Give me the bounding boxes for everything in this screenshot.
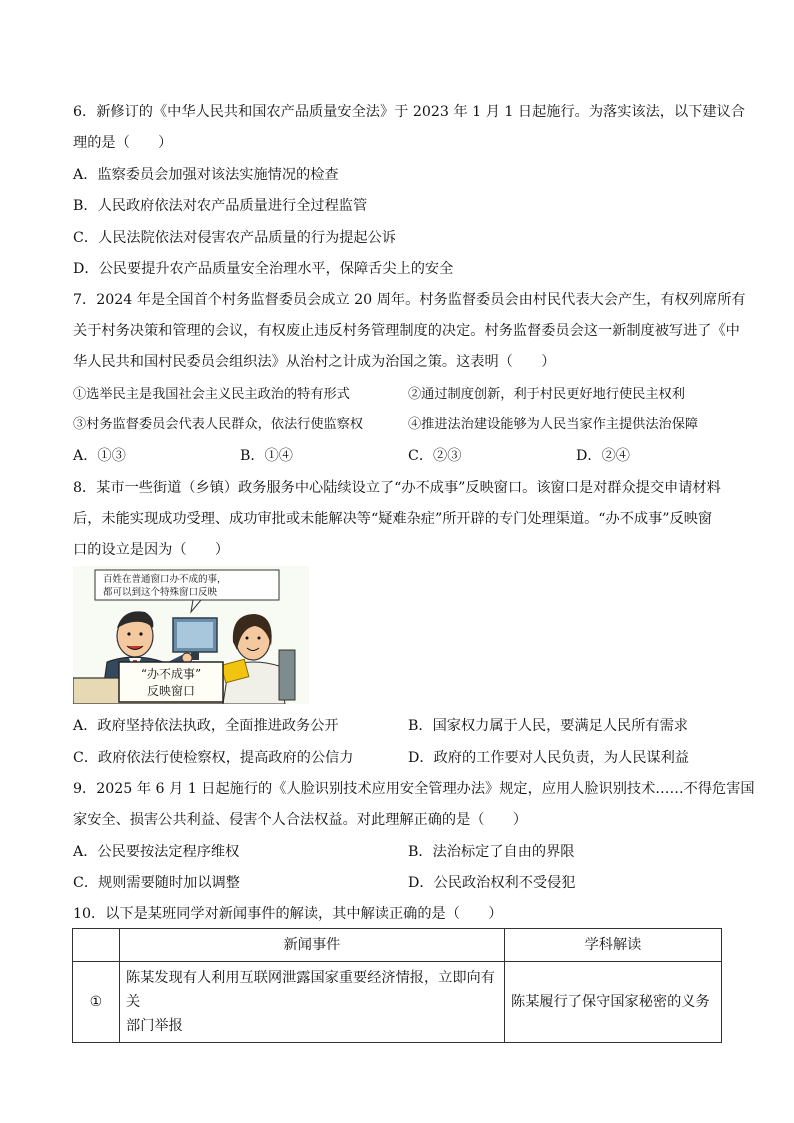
- q7-option-d: D．②④: [576, 448, 630, 464]
- q7-statement-2: ②通过制度创新，利于村民更好地行使民主权利: [408, 387, 685, 402]
- table-row-event: [120, 962, 505, 1043]
- cartoon-sign-line1: “办不成事”: [140, 667, 202, 681]
- q7-statement-1: ①选举民主是我国社会主义民主政治的特有形式: [73, 387, 350, 402]
- q7-statement-4: ④推进法治建设能够为人民当家作主提供法治保障: [408, 417, 699, 432]
- table-header-blank: [73, 929, 120, 962]
- q7-option-c: C．②③: [408, 448, 462, 464]
- table-header-row: [73, 929, 722, 962]
- q6-option-a: A．监察委员会加强对该法实施情况的检查: [73, 167, 339, 183]
- q8-option-a: A．政府坚持依法执政，全面推进政务公开: [73, 718, 339, 734]
- q9-option-c: C．规则需要随时加以调整: [73, 875, 240, 891]
- cartoon-illustration: [73, 566, 309, 704]
- table-header-reading: 学科解读: [505, 929, 722, 962]
- q8-option-b: B．国家权力属于人民，要满足人民所有需求: [408, 718, 688, 734]
- cartoon-speech-line2: 都可以到这个特殊窗口反映: [103, 587, 218, 598]
- q7-statement-3: ③村务监督委员会代表人民群众，依法行使监察权: [73, 417, 364, 432]
- q9-option-d: D．公民政治权利不受侵犯: [408, 875, 576, 891]
- q9-option-b: B．法治标定了自由的界限: [408, 844, 575, 860]
- q9-stem-line1: 9．2025 年 6 月 1 日起施行的《人脸识别技术应用安全管理办法》规定，应用人脸识别技术……不得危害国: [73, 781, 755, 797]
- cartoon-sign-line2: 反映窗口: [146, 684, 196, 698]
- q6-option-b: B．人民政府依法对农产品质量进行全过程监管: [73, 198, 368, 214]
- q8-option-d: D．政府的工作要对人民负责，为人民谋利益: [408, 750, 689, 766]
- q6-stem-line1: 6．新修订的《中华人民共和国农产品质量安全法》于 2023 年 1 月 1 日起施行。为落实该法，以下建议合: [73, 104, 745, 120]
- table-row-event-line1: 陈某发现有人利用互联网泄露国家重要经济情报，立即向有关: [126, 970, 495, 1010]
- table-row-event-line2: 部门举报: [126, 1018, 183, 1034]
- q8-stem-line3: 口的设立是因为（ ）: [73, 542, 230, 558]
- q6-option-c: C．人民法院依法对侵害农产品质量的行为提起公诉: [73, 230, 396, 246]
- q9-stem-line2: 家安全、损害公共利益、侵害个人合法权益。对此理解正确的是（ ）: [73, 812, 528, 828]
- q7-stem-line2: 关于村务决策和管理的会议，有权废止违反村务管理制度的决定。村务监督委员会这一新制度被写进了《中: [73, 323, 740, 339]
- news-table: [72, 928, 722, 1043]
- q7-option-b: B．①④: [240, 448, 293, 464]
- q10-stem: 10．以下是某班同学对新闻事件的解读，其中解读正确的是（ ）: [73, 906, 503, 922]
- table-row: [73, 962, 722, 1043]
- q7-option-a: A．①③: [73, 448, 126, 464]
- table-row-number: ①: [73, 962, 120, 1043]
- q7-stem-line3: 华人民共和国村民委员会组织法》从治村之计成为治国之策。这表明（ ）: [73, 354, 556, 370]
- q7-stem-line1: 7．2024 年是全国首个村务监督委员会成立 20 周年。村务监督委员会由村民代表大会产生，有权列席所有: [73, 292, 746, 308]
- q8-stem-line1: 8．某市一些街道（乡镇）政务服务中心陆续设立了“办不成事”反映窗口。该窗口是对群众提交申请材料: [73, 480, 721, 496]
- table-row-reading: 陈某履行了保守国家秘密的义务: [505, 962, 722, 1043]
- q8-stem-line2: 后，未能实现成功受理、成功审批或未能解决等“疑难杂症”所开辟的专门处理渠道。“办不成事”反映窗: [73, 511, 713, 527]
- cartoon-speech-line1: 百姓在普通窗口办不成的事，: [103, 574, 227, 585]
- q6-stem-line2: 理的是（ ）: [73, 135, 173, 151]
- q9-option-a: A．公民要按法定程序维权: [73, 844, 240, 860]
- q6-option-d: D．公民要提升农产品质量安全治理水平，保障舌尖上的安全: [73, 261, 454, 277]
- table-header-event: 新闻事件: [120, 929, 505, 962]
- q8-option-c: C．政府依法行使检察权，提高政府的公信力: [73, 750, 354, 766]
